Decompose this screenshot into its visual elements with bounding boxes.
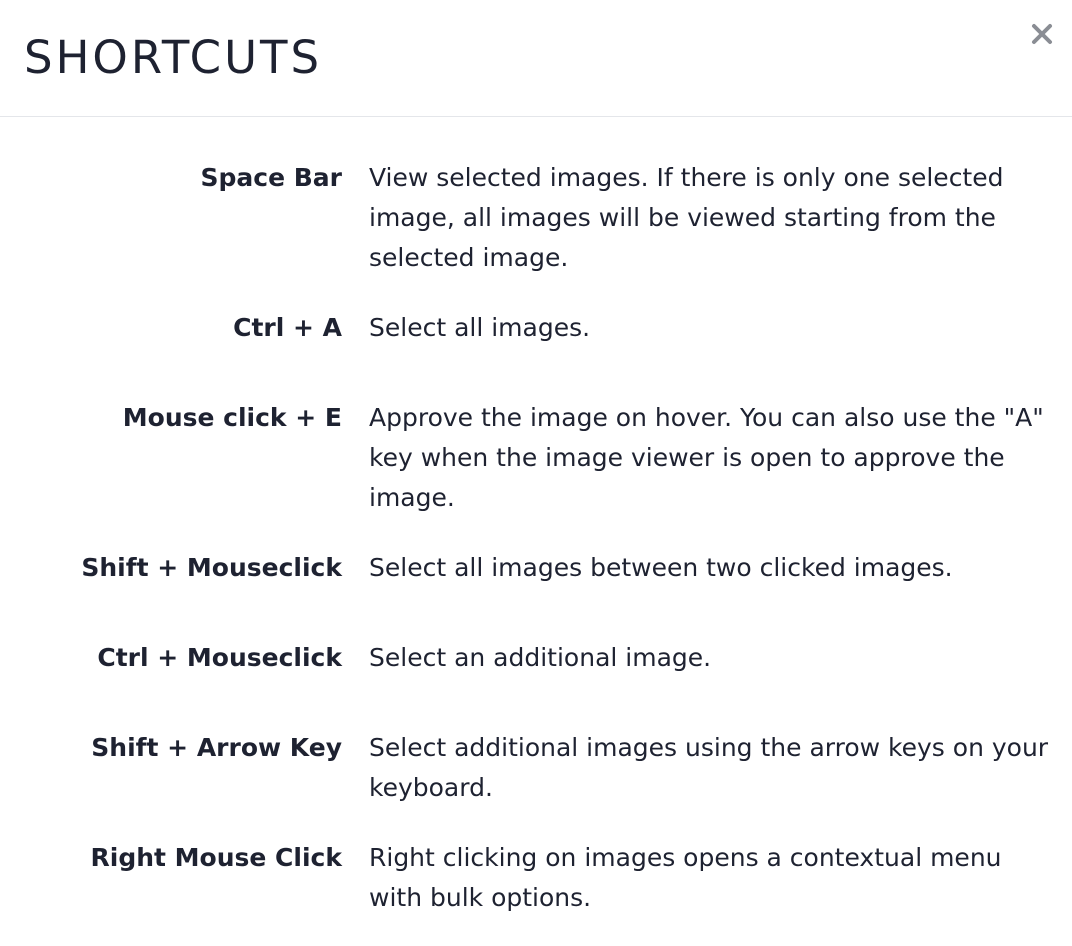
shortcut-description: Select all images between two clicked images. <box>369 553 953 582</box>
shortcut-row-ctrl-a <box>0 308 1072 348</box>
close-icon <box>1031 23 1053 45</box>
shortcut-key: Ctrl + Mouseclick <box>97 643 342 672</box>
shortcut-key: Shift + Mouseclick <box>81 553 342 582</box>
shortcut-key: Space Bar <box>200 163 342 192</box>
shortcut-row-ctrl-mouseclick <box>0 638 1072 678</box>
shortcut-row-right-mouse-click <box>0 838 1072 918</box>
shortcut-description: View selected images. If there is only one selected image, all images will be viewed starting from the selected image. <box>369 163 1004 272</box>
shortcut-description: Select an additional image. <box>369 643 712 672</box>
shortcut-description: Right clicking on images opens a contextual menu with bulk options. <box>369 843 1002 912</box>
modal-title: SHORTCUTS <box>24 31 323 84</box>
shortcut-row-space-bar <box>0 158 1072 278</box>
shortcut-key: Shift + Arrow Key <box>91 733 342 762</box>
shortcut-key: Right Mouse Click <box>90 843 342 872</box>
shortcut-row-shift-arrow-key <box>0 728 1072 808</box>
shortcut-description: Approve the image on hover. You can also use the "A" key when the image viewer is open to approve the image. <box>369 403 1044 512</box>
modal-header <box>0 0 1072 117</box>
shortcut-row-mouse-click-e <box>0 398 1072 518</box>
shortcut-description: Select all images. <box>369 313 591 342</box>
shortcut-key: Mouse click + E <box>122 403 342 432</box>
shortcut-key: Ctrl + A <box>233 313 342 342</box>
shortcut-description: Select additional images using the arrow keys on your keyboard. <box>369 733 1049 802</box>
shortcut-row-shift-mouseclick <box>0 548 1072 588</box>
close-button[interactable] <box>1026 18 1058 50</box>
